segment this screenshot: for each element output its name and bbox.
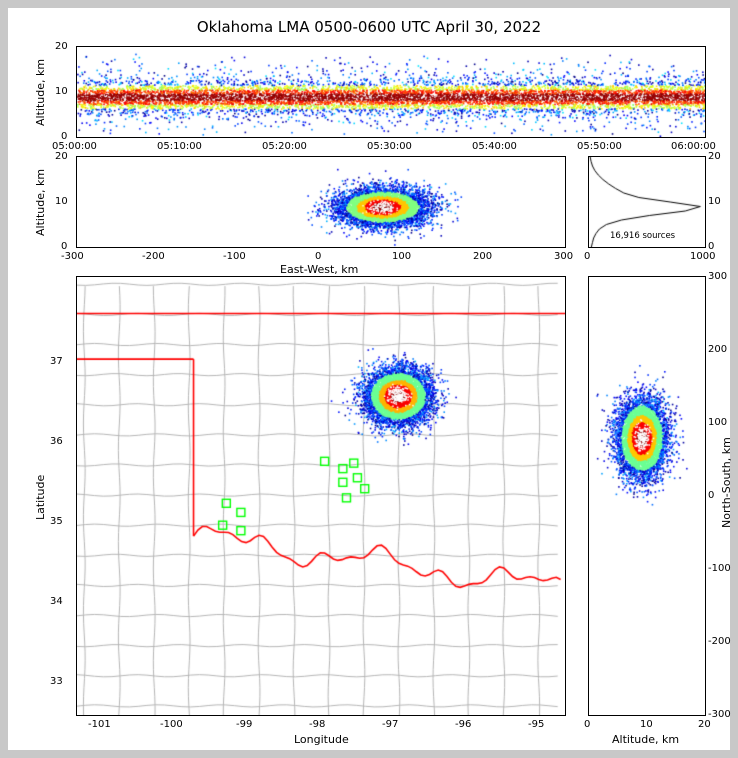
panel-eastwest-height-xtick: 200 — [473, 251, 493, 262]
panel-northsouth-height-xtick: 0 — [584, 719, 591, 730]
panel-altitude-histogram-xtick: 1000 — [690, 251, 716, 262]
panel-time-height-xtick: 05:10:00 — [157, 141, 202, 152]
panel-northsouth-height-ytick: 300 — [708, 271, 728, 282]
panel-map-xtick: -101 — [88, 719, 111, 730]
panel-eastwest-height-ylabel: Altitude, km — [34, 168, 47, 236]
panel-map-xtick: -100 — [160, 719, 183, 730]
panel-map-ytick: 33 — [50, 676, 63, 687]
panel-northsouth-height — [588, 276, 706, 716]
panel-time-height — [76, 46, 706, 138]
panel-northsouth-height-xtick: 20 — [698, 719, 711, 730]
panel-northsouth-height-ytick: 200 — [708, 344, 728, 355]
panel-eastwest-height — [76, 156, 566, 248]
panel-map-xtick: -96 — [455, 719, 472, 730]
panel-eastwest-height-xtick: -200 — [142, 251, 165, 262]
panel-northsouth-height-ytick: 100 — [708, 417, 728, 428]
panel-northsouth-height-xtick: 10 — [640, 719, 653, 730]
panel-altitude-histogram-ytick: 10 — [708, 196, 721, 207]
panel-map-xtick: -99 — [236, 719, 253, 730]
panel-time-height-xtick: 05:20:00 — [262, 141, 307, 152]
panel-northsouth-height-xlabel: Altitude, km — [612, 733, 680, 746]
panel-eastwest-height-xtick: 300 — [554, 251, 574, 262]
panel-eastwest-height-ytick: 0 — [61, 241, 68, 252]
panel-eastwest-height-xtick: -100 — [223, 251, 246, 262]
panel-map-ytick: 36 — [50, 436, 63, 447]
panel-altitude-histogram-ytick: 20 — [708, 151, 721, 162]
panel-northsouth-height-ytick: -300 — [708, 709, 731, 720]
panel-time-height-ytick: 20 — [55, 41, 68, 52]
panel-time-height-xtick: 05:00:00 — [52, 141, 97, 152]
panel-altitude-histogram-xtick: 0 — [584, 251, 591, 262]
panel-eastwest-height-xtick: 0 — [315, 251, 322, 262]
panel-time-height-xtick: 05:40:00 — [472, 141, 517, 152]
panel-time-height-xtick: 06:00:00 — [671, 141, 716, 152]
panel-altitude-histogram-ytick: 0 — [708, 241, 715, 252]
panel-map-ytick: 34 — [50, 596, 63, 607]
figure-root — [8, 8, 733, 750]
panel-map — [76, 276, 566, 716]
panel-eastwest-height-ytick: 20 — [55, 151, 68, 162]
figure-title: Oklahoma LMA 0500-0600 UTC April 30, 2022 — [196, 18, 542, 36]
panel-map-ylabel: Latitude — [34, 474, 47, 520]
panel-northsouth-height-ytick: -200 — [708, 636, 731, 647]
source-count-label: 16,916 sources — [610, 231, 676, 241]
panel-time-height-ytick: 10 — [55, 86, 68, 97]
panel-map-ytick: 37 — [50, 356, 63, 367]
panel-eastwest-height-xlabel: East-West, km — [280, 263, 359, 276]
panel-time-height-xtick: 05:50:00 — [577, 141, 622, 152]
panel-time-height-ytick: 0 — [61, 131, 68, 142]
panel-time-height-xtick: 05:30:00 — [367, 141, 412, 152]
panel-northsouth-height-ytick: -100 — [708, 563, 731, 574]
panel-map-xtick: -97 — [382, 719, 399, 730]
panel-map-xtick: -98 — [309, 719, 326, 730]
panel-eastwest-height-xtick: -300 — [61, 251, 84, 262]
panel-northsouth-height-ytick: 0 — [708, 490, 715, 501]
panel-northsouth-height-ylabel: North-South, km — [720, 437, 733, 528]
panel-map-xtick: -95 — [528, 719, 545, 730]
panel-map-xlabel: Longitude — [294, 733, 349, 746]
panel-time-height-ylabel: Altitude, km — [34, 58, 47, 126]
panel-map-ytick: 35 — [50, 516, 63, 527]
panel-eastwest-height-xtick: 100 — [392, 251, 412, 262]
panel-eastwest-height-ytick: 10 — [55, 196, 68, 207]
